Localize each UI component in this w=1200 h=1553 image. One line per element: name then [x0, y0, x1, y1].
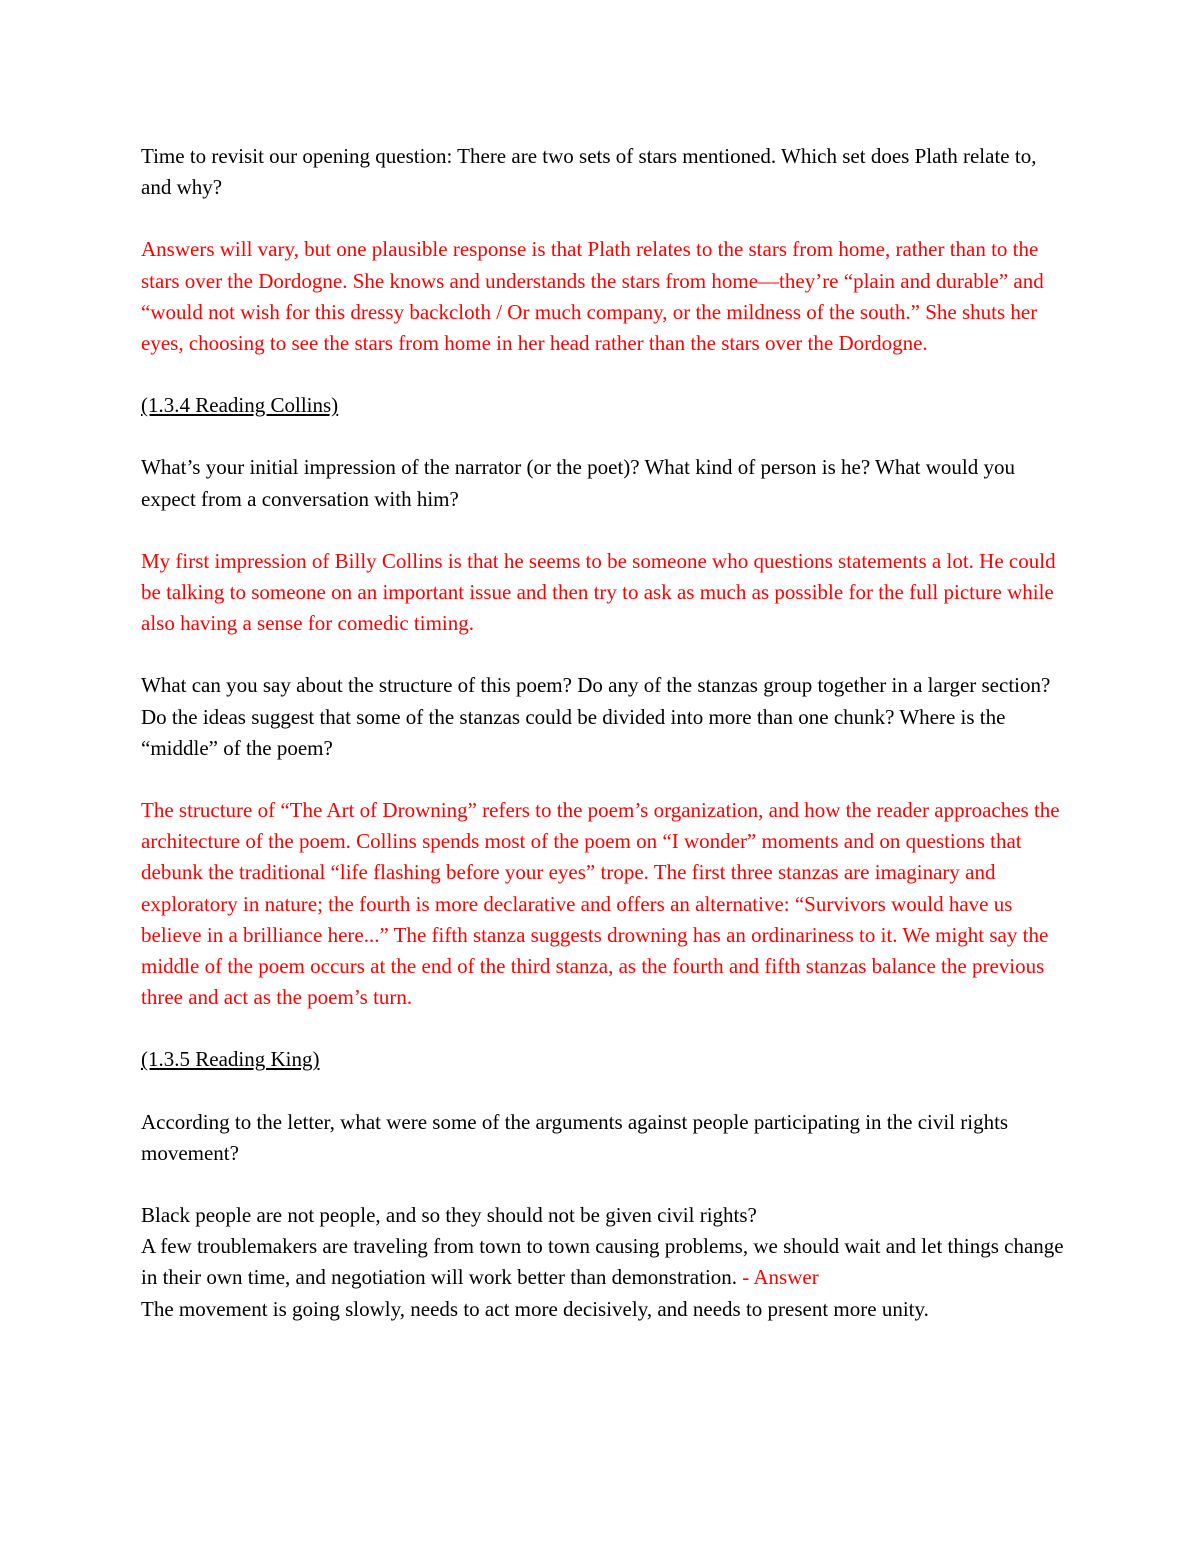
king-option-2-text: A few troublemakers are traveling from town to town causing problems, we should wait and let things change in their own time, and negotiation will work better than demonstration. — [141, 1234, 1064, 1290]
answer-collins-impression: My first impression of Billy Collins is that he seems to be someone who questions statements a lot. He could be talking to someone on an important issue and then try to ask as much as possible for the full picture while also having a sense for comedic timing. — [141, 548, 1056, 636]
question-collins-impression: What’s your initial impression of the narrator (or the poet)? What kind of person is he? What would you expect from a conversation with him? — [141, 455, 1016, 511]
section-heading-king: (1.3.5 Reading King) — [141, 1047, 320, 1072]
answer-collins-structure: The structure of “The Art of Drowning” refers to the poem’s organization, and how the reader approaches the architecture of the poem. Collins spends most of the poem on “I wonder” moments and on questions that debunk the traditional “life flashing before your eyes” trope. The first three stanzas are imaginary and exploratory in nature; the fourth is more declarative and offers an alternative: “Survivors would have us believe in a brilliance here...” The fifth stanza suggests drowning has an ordinariness to it. We might say the middle of the poem occurs at the end of the third stanza, as the fourth and fifth stanzas balance the previous three and act as the poem’s turn. — [141, 798, 1060, 1010]
answer-plath: Answers will vary, but one plausible response is that Plath relates to the stars from home, rather than to the stars over the Dordogne. She knows and understands the stars from home—they’re “plain and durable” and “would not wish for this dressy backcloth / Or much company, or the mildness of the south.” She shuts her eyes, choosing to see the stars from home in her head rather than the stars over the Dordogne. — [141, 237, 1044, 356]
document-body — [141, 141, 1066, 1325]
king-option-2 — [141, 1231, 1066, 1293]
question-collins-structure: What can you say about the structure of this poem? Do any of the stanzas group together in a larger section? Do the ideas suggest that some of the stanzas could be divided into more than one chunk? Where is the “middle” of the poem? — [141, 673, 1051, 760]
question-plath: Time to revisit our opening question: There are two sets of stars mentioned. Which set does Plath relate to, and why? — [141, 144, 1037, 200]
answer-marker: - Answer — [737, 1265, 819, 1290]
king-option-1: Black people are not people, and so they should not be given civil rights? — [141, 1203, 757, 1228]
section-heading-collins: (1.3.4 Reading Collins) — [141, 393, 339, 418]
question-king: According to the letter, what were some of the arguments against people participating in the civil rights movement? — [141, 1109, 1009, 1165]
king-option-3: The movement is going slowly, needs to act more decisively, and needs to present more unity. — [141, 1296, 929, 1321]
